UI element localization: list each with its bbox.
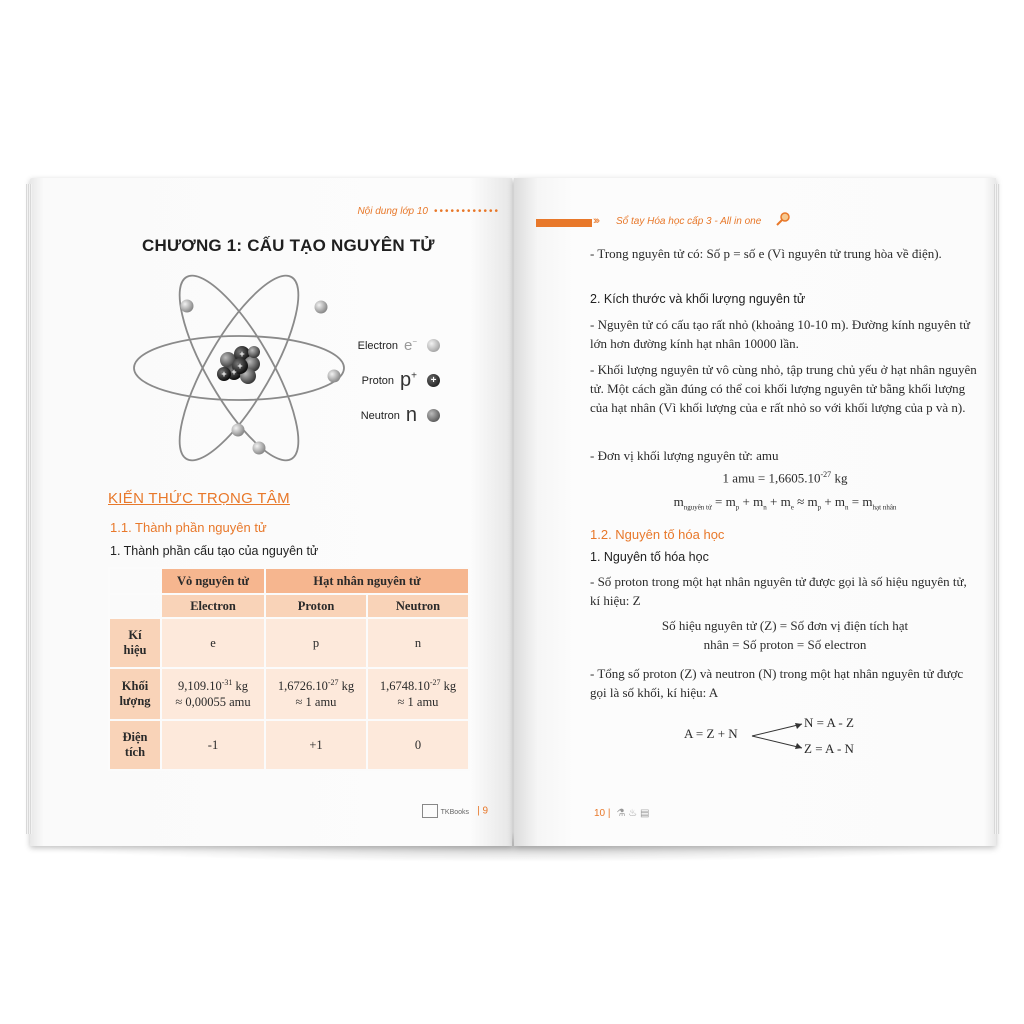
chapter-title: CHƯƠNG 1: CẤU TẠO NGUYÊN TỬ [142, 236, 435, 255]
legend-label: Neutron [360, 409, 400, 422]
left-header [357, 206, 500, 217]
header-dots: •••••••••••• [433, 206, 500, 217]
svg-text:+: + [237, 361, 243, 371]
right-header [536, 216, 836, 230]
neutron-symbol: n [405, 404, 417, 426]
header-bar [536, 219, 592, 227]
section-heading: 1.2. Nguyên tố hóa học [590, 527, 725, 542]
heading: 2. Kích thước và khối lượng nguyên tử [590, 292, 806, 306]
particle-legend [340, 328, 440, 433]
page-edges [26, 184, 32, 834]
open-book [30, 178, 996, 846]
heading: 1. Nguyên tố hóa học [590, 550, 709, 564]
legend-electron [340, 328, 440, 363]
svg-text:+: + [239, 349, 245, 359]
left-page [30, 178, 512, 846]
legend-label: Proton [361, 374, 395, 387]
col-header: Electron [161, 594, 265, 618]
legend-label: Electron [357, 339, 398, 352]
nucleus [217, 346, 260, 384]
table-cell: $1,6748.10^{-27}$ kg ≈ 1 amu [367, 668, 469, 720]
particle-table [108, 567, 470, 771]
paragraph: - Số proton trong một hạt nhân nguyên tử được gọi là số hiệu nguyên tử, kí hiệu: Z [590, 574, 967, 608]
group-header-nucleus: Hạt nhân nguyên tử [265, 568, 469, 594]
magnifier-icon [776, 212, 790, 226]
legend-proton [340, 363, 440, 398]
table-row [109, 618, 469, 668]
right-footer [594, 808, 649, 819]
lab-icons: ⚗ ♨ ▤ [616, 808, 650, 819]
row-header: Điện tích [109, 720, 161, 770]
table-cell: $9,109.10^{-31}$ kg ≈ 0,00055 amu [161, 668, 265, 720]
table-cell: p [265, 618, 367, 668]
equation-n: N = A - Z [804, 715, 854, 730]
table-cell: e [161, 618, 265, 668]
table-cell: $1,6726.10^{-27}$ kg ≈ 1 amu [265, 668, 367, 720]
neutron-ball-icon [427, 409, 440, 422]
page-number: | 9 [477, 805, 488, 817]
paragraph: - Nguyên tử có cấu tạo rất nhỏ (khoảng 10-10 m). Đường kính nguyên tử lớn hơn đường kính hạt nhân 10000 lần. [590, 317, 971, 351]
page-number: 10 | [594, 808, 611, 819]
equation-main: A = Z + N [684, 726, 738, 741]
proton-ball-icon: + [427, 374, 440, 387]
col-header: Neutron [367, 594, 469, 618]
group-header-shell: Vỏ nguyên tử [161, 568, 265, 594]
proton-symbol: p+ [400, 369, 417, 391]
svg-text:+: + [231, 367, 237, 377]
paragraph: - Trong nguyên tử có: Số p = số e (Vì nguyên tử trung hòa về điện). [590, 246, 942, 261]
paragraph: - Khối lượng nguyên tử vô cùng nhỏ, tập trung chủ yếu ở hạt nhân nguyên tử. Một cách gần đúng có thể coi khối lượng nguyên tử bằng khối lượng của hạt nhân (Vì khối lượng của e rất nhỏ so với khối lượng của p và n). [590, 362, 977, 415]
svg-text:+: + [221, 369, 227, 379]
row-header: Khối lượng [109, 668, 161, 720]
electron-symbol: e− [403, 337, 417, 354]
subsection-title: 1.1. Thành phần nguyên tử [110, 520, 267, 535]
publisher-logo-text: TKBooks [440, 808, 470, 816]
paragraph: - Đơn vị khối lượng nguyên tử: amu [590, 448, 779, 463]
right-page [514, 178, 996, 846]
electron-ball-icon [427, 339, 440, 352]
amu-formula: 1 amu = $1,6605.10^{-27}$ kg [722, 470, 848, 486]
electrons [181, 300, 341, 455]
sub-heading: 1. Thành phần cấu tạo của nguyên tử [110, 544, 319, 558]
table-corner [109, 594, 161, 618]
table-cell: 0 [367, 720, 469, 770]
row-header: Kí hiệu [109, 618, 161, 668]
legend-neutron [340, 398, 440, 433]
table-row [109, 668, 469, 720]
table-cell: n [367, 618, 469, 668]
table-cell: +1 [265, 720, 367, 770]
left-footer [422, 804, 488, 818]
publisher-logo-icon [422, 804, 438, 818]
table-corner [109, 568, 161, 594]
page-edges [994, 184, 1000, 834]
section-title: KIẾN THỨC TRỌNG TÂM [108, 490, 290, 507]
z-definition: Số hiệu nguyên tử (Z) = Số đơn vị điện tích hạt nhân = Số proton = Số electron [661, 618, 909, 652]
col-header: Proton [265, 594, 367, 618]
mass-formula: $m_{nguyên tử} = m_p + m_n + m_e \approx m_p + m_n = m_{hạt nhân}$ [673, 494, 897, 512]
header-arrows-icon: ››› [593, 215, 598, 227]
atom-diagram [124, 270, 354, 466]
equation-z: Z = A - N [804, 741, 854, 756]
table-row [109, 720, 469, 770]
left-header-text: Nội dung lớp 10 [357, 206, 428, 217]
paragraph: - Tổng số proton (Z) và neutron (N) trong một hạt nhân nguyên tử được gọi là số khối, kí hiệu: A [590, 666, 964, 700]
right-header-text: Sổ tay Hóa học cấp 3 - All in one [616, 216, 762, 227]
table-cell: -1 [161, 720, 265, 770]
